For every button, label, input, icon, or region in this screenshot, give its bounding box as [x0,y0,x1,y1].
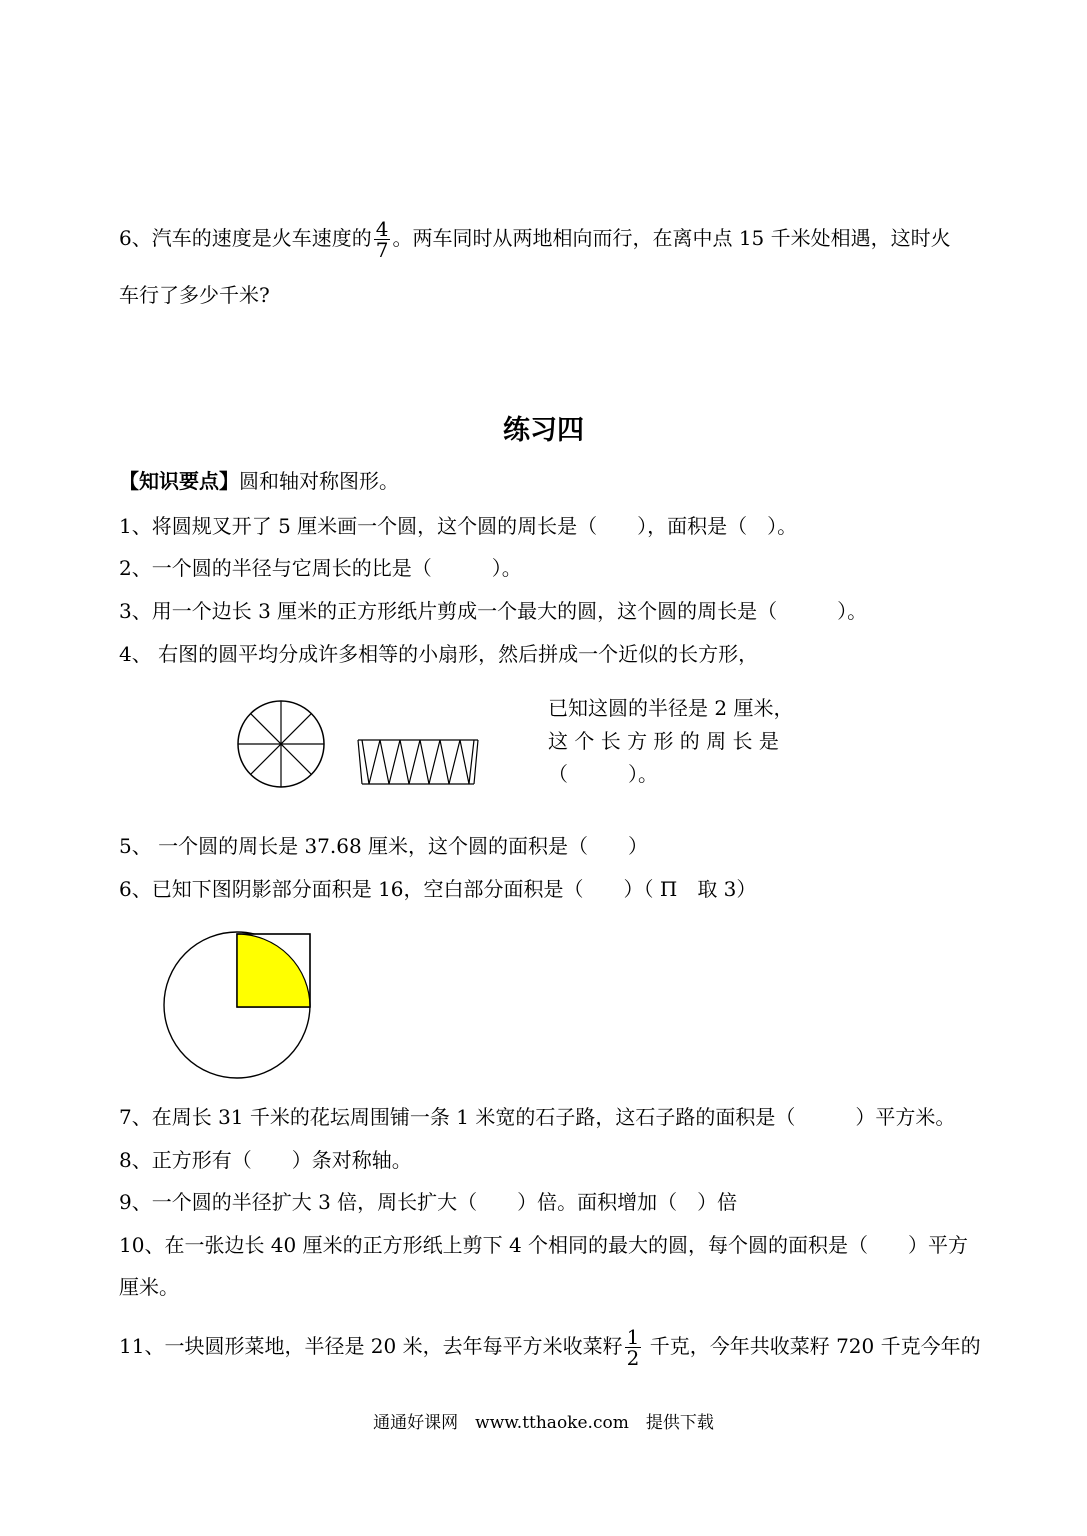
question-4: 4、 右图的圆平均分成许多相等的小扇形，然后拼成一个近似的长方形， [119,642,759,666]
question-6: 6、已知下图阴影部分面积是 16，空白部分面积是（ ）（ Π 取 3） [119,877,757,901]
question-10-line2: 厘米。 [119,1275,179,1299]
q4-side-text-3: （ ）。 [548,762,658,786]
prev-q6-part1: 6、汽车的速度是火车速度的 [119,226,372,250]
key-points-text: 圆和轴对称图形。 [239,469,399,493]
question-1: 1、将圆规叉开了 5 厘米画一个圆，这个圆的周长是（ ），面积是（ ）。 [119,514,798,538]
question-9: 9、一个圆的半径扩大 3 倍，周长扩大（ ）倍。面积增加（ ）倍 [119,1190,738,1214]
shaded-square-circle-figure [160,928,320,1083]
question-5: 5、 一个圆的周长是 37.68 厘米，这个圆的面积是（ ） [119,834,649,858]
q11-part1: 11、一块圆形菜地，半径是 20 米，去年每平方米收菜籽 [119,1334,623,1358]
q4-side-text-1: 已知这圆的半径是 2 厘米， [548,696,794,720]
question-10-line1: 10、在一张边长 40 厘米的正方形纸上剪下 4 个相同的最大的圆，每个圆的面积是（ ）平方 [119,1233,969,1257]
question-7: 7、在周长 31 千米的花坛周围铺一条 1 米宽的石子路，这石子路的面积是（ ）平方米。 [119,1105,956,1129]
prev-question-6-line1 [119,219,951,260]
prev-q6-part2: 。两车同时从两地相向而行，在离中点 15 千米处相遇，这时火 [392,226,951,250]
sector-circle-figure [236,699,326,789]
prev-question-6-line2: 车行了多少千米? [119,283,270,307]
fraction-four-sevenths: $\frac{4}{7}$ [375,217,389,262]
rearranged-rectangle-figure [356,737,480,787]
key-points [119,467,399,495]
fraction-one-half: $\frac{1}{2}$ [626,1325,640,1370]
question-11 [119,1327,981,1368]
question-2: 2、一个圆的半径与它周长的比是（ ）。 [119,556,522,580]
q4-side-text-2: 这 个 长 方 形 的 周 长 是 [548,729,779,753]
section-title: 练习四 [503,415,584,446]
page-footer: 通通好课网 www.tthaoke.com 提供下载 [373,1413,714,1433]
question-3: 3、用一个边长 3 厘米的正方形纸片剪成一个最大的圆，这个圆的周长是（ ）。 [119,599,868,623]
key-points-label: 【知识要点】 [119,469,239,493]
q11-part2: 千克，今年共收菜籽 720 千克今年的 [643,1334,981,1358]
question-8: 8、正方形有（ ）条对称轴。 [119,1148,412,1172]
